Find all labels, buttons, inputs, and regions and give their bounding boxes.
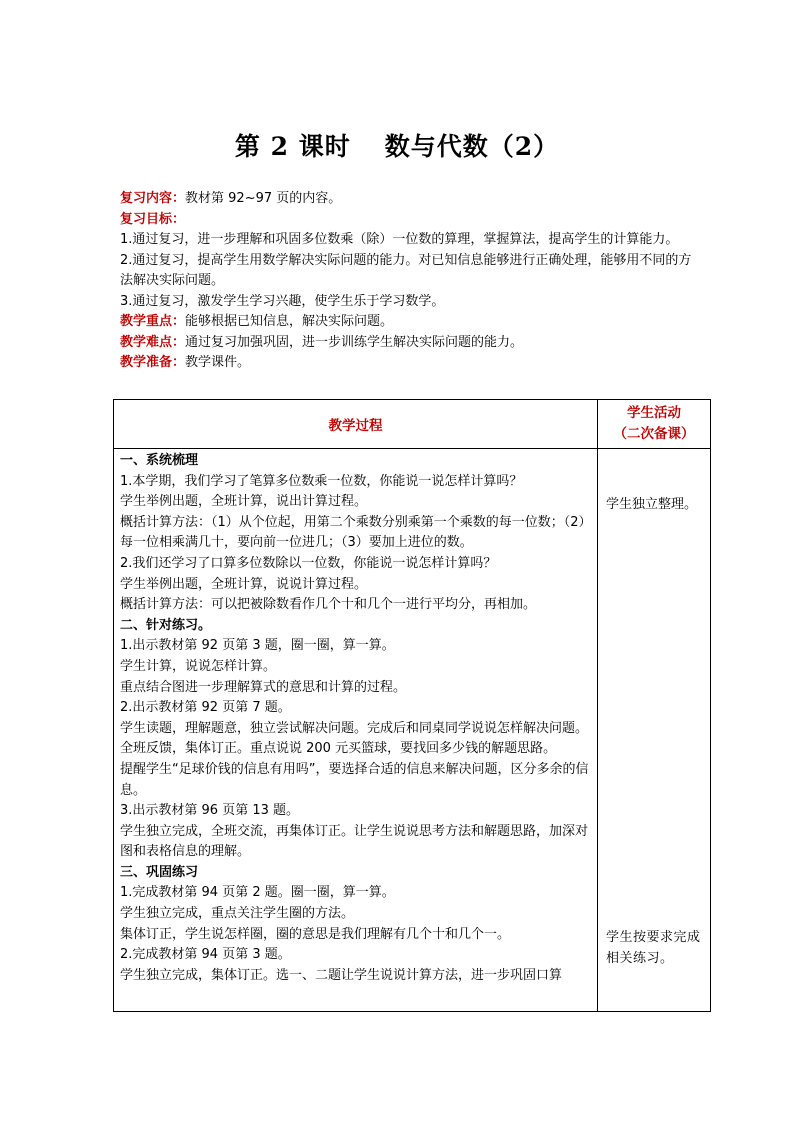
process-line: 学生独立完成，重点关注学生圈的方法。 (120, 906, 355, 922)
process-line: 2.出示教材第 92 页第 7 题。 (120, 700, 291, 716)
page-title (0, 127, 794, 163)
meta-line (120, 292, 700, 313)
meta-line (120, 230, 700, 251)
process-line: 学生举例出题，全班计算，说出计算过程。 (120, 494, 368, 510)
section-heading: 一、系统梳理 (120, 453, 199, 468)
meta-label: 复习内容： (120, 191, 186, 206)
teaching-process-cell (114, 449, 598, 1012)
process-line: 1.本学期，我们学习了笔算多位数乘一位数，你能说一说怎样计算吗？ (120, 473, 523, 489)
meta-label: 教学难点： (120, 334, 186, 350)
meta-line (120, 333, 700, 354)
header-student-activity-line1: 学生活动 (627, 405, 681, 421)
table-header-row (114, 400, 711, 449)
process-line: 学生读题，理解题意，独立尝试解决问题。完成后和同桌同学说说怎样解决问题。 (120, 720, 589, 736)
meta-line (120, 312, 700, 333)
teaching-plan-table (113, 399, 711, 1012)
meta-text: 3.通过复习，激发学生学习兴趣，使学生乐于学习数学。 (120, 293, 445, 309)
process-line: 集体订正，学生说怎样圈，圈的意思是我们理解有几个十和几个一。 (120, 926, 511, 942)
section-heading: 三、巩固练习 (120, 864, 199, 880)
meta-label: 教学重点： (120, 314, 186, 329)
meta-line (120, 251, 700, 292)
meta-text: 通过复习加强巩固，进一步训练学生解决实际问题的能力。 (185, 334, 524, 350)
process-line: 全班反馈，集体订正。重点说说 200 元买篮球，要找回多少钱的解题思路。 (120, 741, 557, 757)
table-body-row (114, 449, 711, 1012)
meta-text: 教学课件。 (185, 355, 251, 370)
lesson-meta (120, 189, 700, 374)
title-lesson: 第 2 课时 (234, 132, 351, 161)
meta-line (120, 353, 700, 374)
process-line: 提醒学生“足球价钱的信息有用吗”，要选择合适的信息来解决问题，区分多余的信息。 (120, 761, 589, 798)
student-note-organize: 学生独立整理。 (606, 497, 698, 512)
header-student-activity-line2: （二次备课） (613, 426, 695, 442)
process-line: 学生独立完成，全班交流，再集体订正。让学生说说思考方法和解题思路，加深对图和表格信息的理解。 (120, 823, 589, 860)
process-line: 1.完成教材第 94 页第 2 题。圈一圈，算一算。 (120, 885, 395, 901)
meta-text: 2.通过复习，提高学生用数学解决实际问题的能力。对已知信息能够进行正确处理，能够用不同的方法解决实际问题。 (120, 252, 692, 288)
student-activity-cell (598, 449, 711, 1012)
process-line: 2.完成教材第 94 页第 3 题。 (120, 947, 291, 963)
header-student-activity (598, 400, 711, 449)
meta-line (120, 189, 700, 210)
process-line: 2.我们还学习了口算多位数除以一位数，你能说一说怎样计算吗？ (120, 555, 497, 571)
process-line: 学生独立完成，集体订正。选一、二题让学生说说计算方法，进一步巩固口算 (120, 967, 563, 983)
process-line: 概括计算方法：（1）从个位起，用第二个乘数分别乘第一个乘数的每一位数；（2）每一位相乘满几十，要向前一位进几；（3）要加上进位的数。 (120, 514, 592, 551)
process-line: 学生举例出题，全班计算，说说计算过程。 (120, 576, 368, 592)
title-topic: 数与代数（2） (384, 132, 560, 161)
meta-label: 复习目标： (120, 211, 186, 227)
meta-text: 1.通过复习，进一步理解和巩固多位数乘（除）一位数的算理，掌握算法，提高学生的计算能力。 (120, 232, 679, 247)
student-note-practice: 学生按要求完成相关练习。 (606, 930, 701, 966)
process-line: 3.出示教材第 96 页第 13 题。 (120, 803, 300, 819)
process-line: 1.出示教材第 92 页第 3 题，圈一圈，算一算。 (120, 638, 395, 654)
header-teaching-process: 教学过程 (114, 400, 598, 449)
section-heading: 二、针对练习。 (120, 617, 212, 633)
meta-line (120, 210, 700, 231)
meta-text: 教材第 92~97 页的内容。 (185, 191, 342, 206)
process-line: 概括计算方法：可以把被除数看作几个十和几个一进行平均分，再相加。 (120, 597, 537, 613)
process-line: 重点结合图进一步理解算式的意思和计算的过程。 (120, 679, 407, 695)
meta-text: 能够根据已知信息，解决实际问题。 (185, 314, 394, 329)
meta-label: 教学准备： (120, 355, 186, 370)
process-line: 学生计算，说说怎样计算。 (120, 658, 277, 674)
